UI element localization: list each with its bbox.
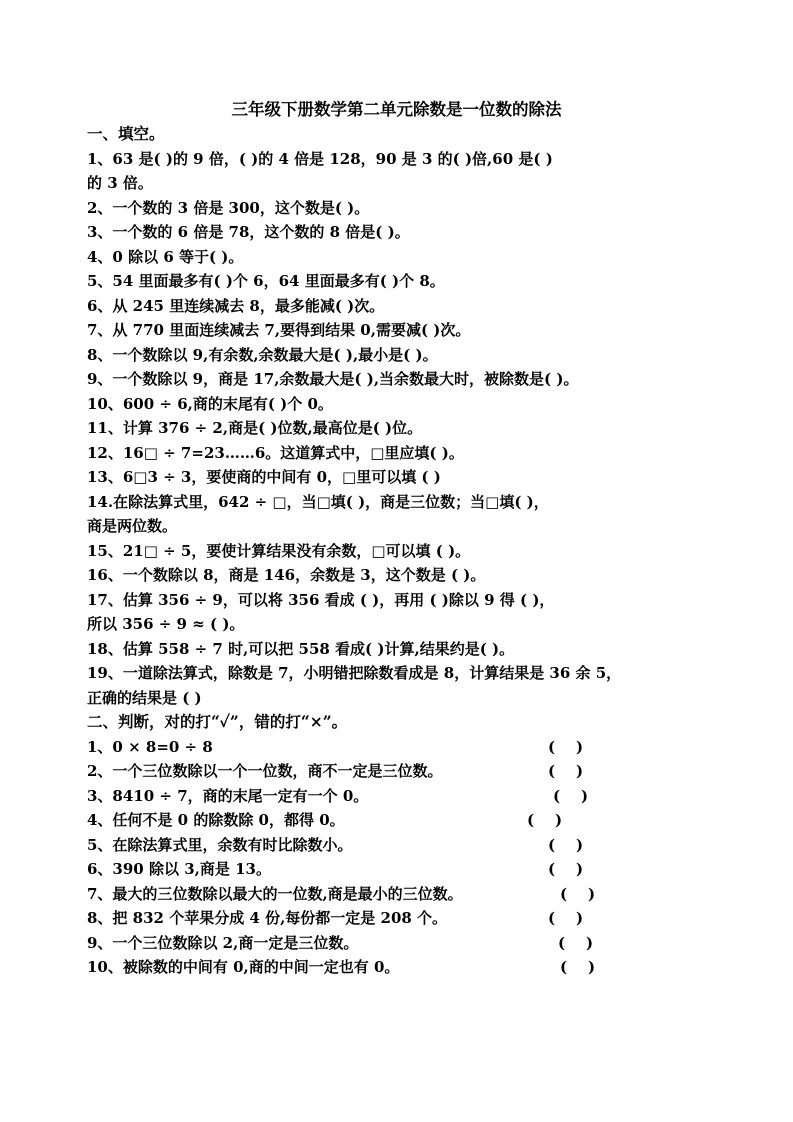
question-line: 17、估算 356 ÷ 9，可以将 356 看成 ( )，再用 ( )除以 9 得 ( )， (87, 591, 555, 609)
judgement-answer-blank[interactable]: ( ) (527, 811, 563, 829)
question-line: 9、一个数除以 9，商是 17,余数最大是( ),当余数最大时，被除数是( )。 (87, 370, 579, 388)
question-line: 正确的结果是 ( ) (87, 689, 202, 707)
judgement-statement: 8、把 832 个苹果分成 4 份,每份都一定是 208 个。 (87, 909, 448, 927)
question-line: 4、0 除以 6 等于( )。 (87, 248, 244, 266)
judgement-statement: 7、最大的三位数除以最大的一位数,商是最小的三位数。 (87, 885, 463, 903)
question-line: 8、一个数除以 9,有余数,余数最大是( ),最小是( )。 (87, 346, 438, 364)
judgement-statement: 9、一个三位数除以 2,商一定是三位数。 (87, 934, 359, 952)
question-line: 3、一个数的 6 倍是 78，这个数的 8 倍是( )。 (87, 223, 410, 241)
judgement-statement: 5、在除法算式里，余数有时比除数小。 (87, 836, 353, 854)
question-line: 所以 356 ÷ 9 ≈ ( )。 (87, 615, 245, 633)
question-line: 商是两位数。 (87, 517, 178, 535)
section-heading-true-false: 二、判断，对的打“✓”，错的打“×”。 (87, 712, 348, 731)
judgement-answer-blank[interactable]: ( ) (548, 762, 584, 780)
judgement-statement: 6、390 除以 3,商是 13。 (87, 860, 271, 878)
judgement-answer-blank[interactable]: ( ) (553, 787, 589, 805)
question-line: 12、16□ ÷ 7=23……6。这道算式中，□里应填( )。 (87, 444, 464, 462)
judgement-statement: 3、8410 ÷ 7，商的末尾一定有一个 0。 (87, 787, 369, 805)
question-line: 7、从 770 里面连续减去 7,要得到结果 0,需要减( )次。 (87, 321, 471, 339)
judgement-statement: 10、被除数的中间有 0,商的中间一定也有 0。 (87, 958, 400, 976)
judgement-answer-blank[interactable]: ( ) (548, 860, 584, 878)
page-title: 三年级下册数学第二单元除数是一位数的除法 (231, 100, 562, 119)
question-line: 11、计算 376 ÷ 2,商是( )位数,最高位是( )位。 (87, 419, 423, 437)
section-heading-fill-in: 一、填空。 (87, 124, 165, 143)
question-line: 6、从 245 里连续减去 8，最多能减( )次。 (87, 297, 385, 315)
question-line: 5、54 里面最多有( )个 6，64 里面最多有( )个 8。 (87, 272, 445, 290)
judgement-statement: 1、0 × 8=0 ÷ 8 (87, 738, 213, 756)
judgement-answer-blank[interactable]: ( ) (558, 934, 594, 952)
judgement-statement: 4、任何不是 0 的除数除 0，都得 0。 (87, 811, 345, 829)
question-line: 的 3 倍。 (87, 174, 153, 192)
question-line: 18、估算 558 ÷ 7 时,可以把 558 看成( )计算,结果约是( )。 (87, 640, 515, 658)
judgement-statement: 2、一个三位数除以一个一位数，商不一定是三位数。 (87, 762, 443, 780)
judgement-answer-blank[interactable]: ( ) (560, 885, 596, 903)
question-line: 16、一个数除以 8，商是 146，余数是 3，这个数是 ( )。 (87, 566, 486, 584)
question-line: 19、一道除法算式，除数是 7，小明错把除数看成是 8，计算结果是 36 余 5， (87, 664, 622, 682)
question-line: 15、21□ ÷ 5，要使计算结果没有余数，□可以填 ( )。 (87, 542, 471, 560)
judgement-answer-blank[interactable]: ( ) (548, 738, 584, 756)
question-line: 10、600 ÷ 6,商的末尾有( )个 0。 (87, 395, 333, 413)
question-line: 14.在除法算式里，642 ÷ □，当□填( )，商是三位数；当□填( )， (87, 493, 549, 511)
question-line: 13、6□3 ÷ 3，要使商的中间有 0，□里可以填 ( ) (87, 468, 441, 486)
judgement-answer-blank[interactable]: ( ) (548, 836, 584, 854)
question-line: 1、63 是( )的 9 倍，( )的 4 倍是 128，90 是 3 的( )倍,60 是( ) (87, 150, 553, 168)
judgement-answer-blank[interactable]: ( ) (560, 958, 596, 976)
judgement-answer-blank[interactable]: ( ) (548, 909, 584, 927)
question-line: 2、一个数的 3 倍是 300，这个数是( )。 (87, 199, 370, 217)
